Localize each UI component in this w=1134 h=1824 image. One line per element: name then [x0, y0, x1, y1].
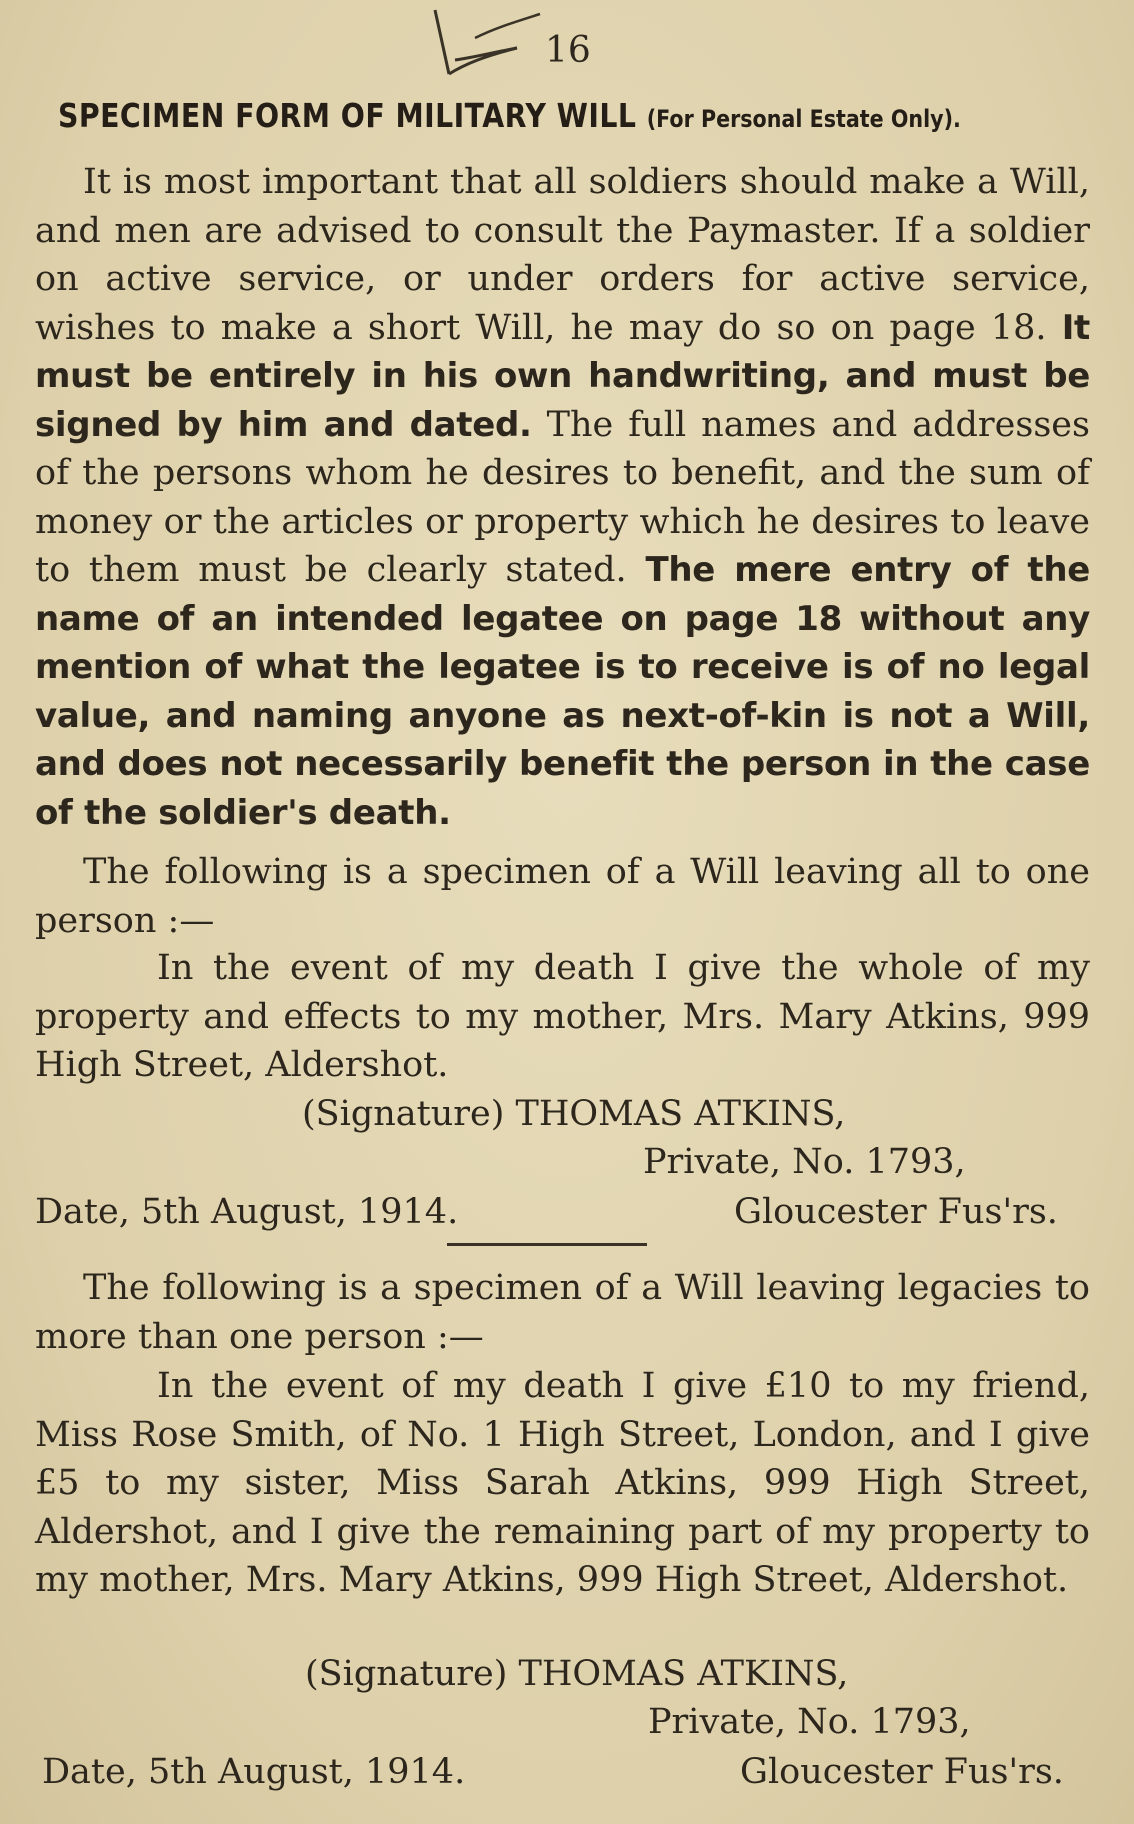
- intro-warning-text: The mere entry of the name of an intended legatee on page 18 without any mention of what the legatee is to receive is of no legal value, and naming anyone as next-of-kin is not a Will, and does not necessarily benefit the person in the case of the soldier's death.: [35, 550, 1090, 833]
- specimen2-rank: Private, No. 1793,: [648, 1702, 971, 1742]
- title-subtitle: (For Personal Estate Only).: [646, 105, 961, 133]
- specimen1-lead: The following is a specimen of a Will leaving all to one person :—: [35, 852, 1090, 941]
- specimen2-date: Date, 5th August, 1914.: [42, 1752, 466, 1792]
- intro-text: It is most important that all soldiers should make a Will, and men are advised to consult the Paymaster. If a soldier on active service, or under orders for active service, wishes to make a short Will, he may do so on page 18.: [35, 162, 1090, 348]
- specimen1-rank: Private, No. 1793,: [643, 1142, 966, 1182]
- page-number: 16: [545, 30, 591, 71]
- page-title: [58, 96, 961, 135]
- specimen2-body: In the event of my death I give £10 to my friend, Miss Rose Smith, of No. 1 High Street, London, and I give £5 to my sister, Miss Sarah Atkins, 999 High Street, Aldershot, and I give the remaining part of my property to my mother, Mrs. Mary Atkins, 999 High Street, Aldershot.: [35, 1366, 1090, 1600]
- specimen1-signature: (Signature) THOMAS ATKINS,: [302, 1094, 846, 1134]
- intro-rest-text: The full names and addresses of the persons whom he desires to benefit, and the sum of money or the articles or property which he desires to leave to them must be clearly stated.: [35, 404, 1090, 590]
- intro-paragraph: [35, 158, 1090, 837]
- specimen2-regiment: Gloucester Fus'rs.: [740, 1752, 1064, 1792]
- specimen1-date: Date, 5th August, 1914.: [35, 1192, 459, 1232]
- title-main: SPECIMEN FORM OF MILITARY WILL: [58, 96, 637, 135]
- intro-bold-text: It must be entirely in his own handwriting, and must be signed by him and dated.: [35, 307, 1090, 445]
- handwritten-mark-icon: [425, 8, 545, 78]
- section-divider: [447, 1243, 647, 1246]
- specimen2-signature: (Signature) THOMAS ATKINS,: [305, 1654, 849, 1694]
- specimen2-lead: The following is a specimen of a Will leaving legacies to more than one person :—: [35, 1268, 1090, 1357]
- specimen1-body: In the event of my death I give the whole of my property and effects to my mother, Mrs. Mary Atkins, 999 High Street, Aldershot.: [35, 948, 1090, 1085]
- specimen1-regiment: Gloucester Fus'rs.: [734, 1192, 1058, 1232]
